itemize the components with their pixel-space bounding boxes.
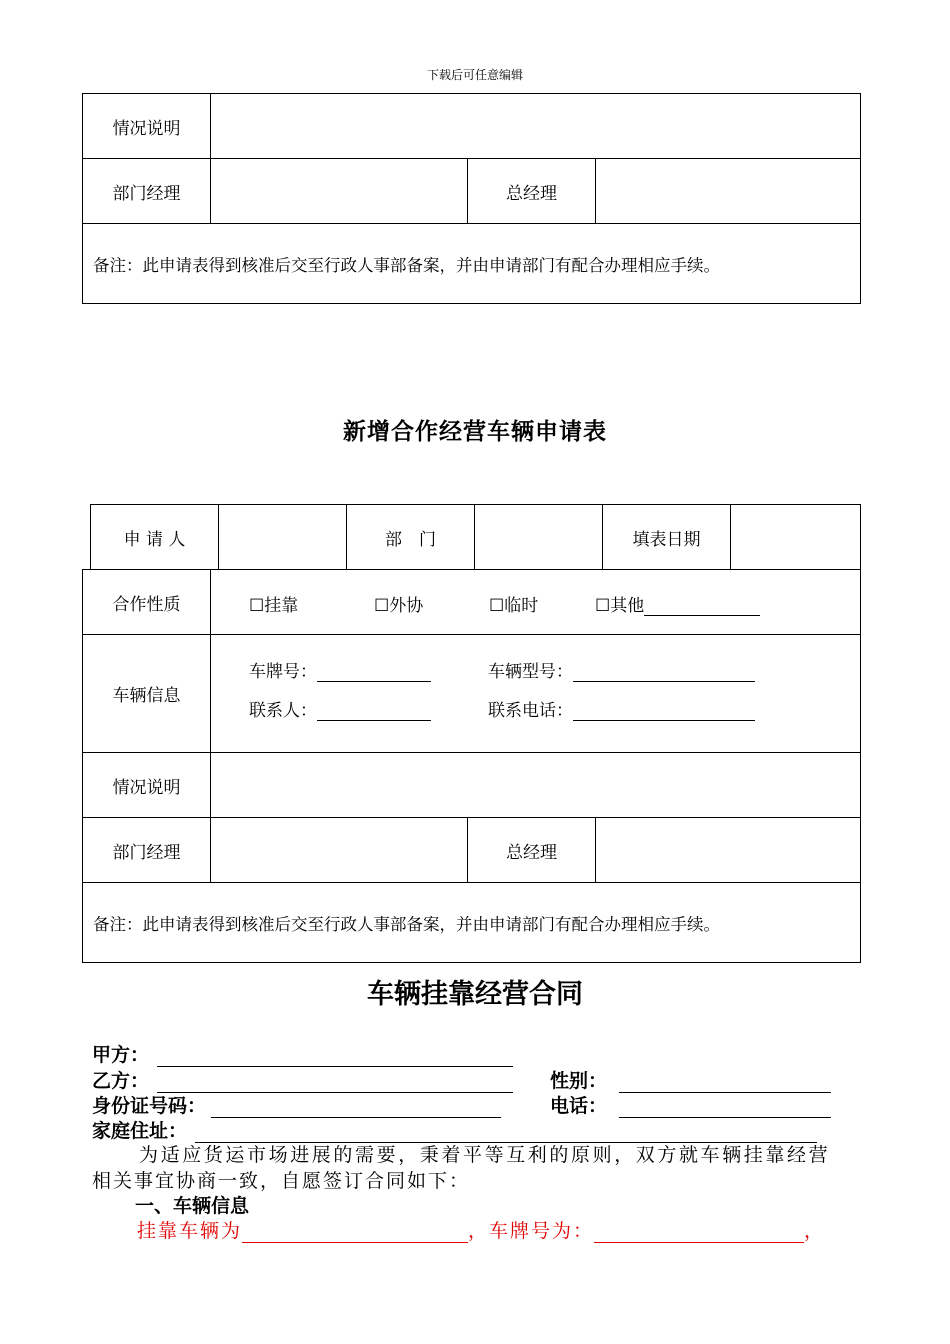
vehicle-line xyxy=(137,1216,825,1243)
contract-plate-blank[interactable] xyxy=(594,1224,804,1243)
contract-phone-row xyxy=(550,1091,831,1118)
header-note: 下载后可任意编辑 xyxy=(426,68,523,82)
plate-label: 车牌号： xyxy=(249,662,317,682)
vehicle-prefix: 挂靠车辆为 xyxy=(137,1220,243,1242)
general-manager-field-2[interactable] xyxy=(596,818,861,883)
form-main-header xyxy=(90,504,861,570)
cooperation-label: 合作性质 xyxy=(83,570,211,635)
option-other-label: ☐其他 xyxy=(595,596,645,616)
id-row xyxy=(92,1091,501,1118)
situation-label-2: 情况说明 xyxy=(83,753,211,818)
applicant-label: 申 请 人 xyxy=(91,505,219,570)
other-blank[interactable] xyxy=(644,597,760,616)
contact-blank[interactable] xyxy=(317,702,431,721)
form-top xyxy=(82,93,861,304)
contact-row xyxy=(249,696,431,721)
phone-blank[interactable] xyxy=(573,702,755,721)
option-linshi[interactable]: ☐临时 xyxy=(489,596,539,616)
contract-title: 车辆挂靠经营合同 xyxy=(367,979,583,1010)
fill-date-label: 填表日期 xyxy=(603,505,731,570)
department-field[interactable] xyxy=(475,505,603,570)
contract-phone-label: 电话： xyxy=(550,1095,608,1117)
applicant-field[interactable] xyxy=(219,505,347,570)
plate-blank[interactable] xyxy=(317,663,431,682)
dept-manager-field[interactable] xyxy=(211,159,468,224)
form-title: 新增合作经营车辆申请表 xyxy=(343,418,607,445)
party-a-row xyxy=(92,1040,513,1067)
situation-field-2[interactable] xyxy=(211,753,861,818)
party-b-row xyxy=(92,1066,513,1093)
vehicle-blank[interactable] xyxy=(242,1224,468,1243)
plate-prefix: ，车牌号为： xyxy=(468,1220,595,1242)
phone-label: 联系电话： xyxy=(488,701,573,721)
form-main xyxy=(82,569,861,963)
form-note-2: 备注：此申请表得到核准后交至行政人事部备案，并由申请部门有配合办理相应手续。 xyxy=(83,883,861,963)
section-1-heading: 一、车辆信息 xyxy=(135,1195,250,1217)
gender-row xyxy=(550,1066,831,1093)
address-label: 家庭住址： xyxy=(92,1120,188,1142)
fill-date-field[interactable] xyxy=(731,505,861,570)
form-note: 备注：此申请表得到核准后交至行政人事部备案，并由申请部门有配合办理相应手续。 xyxy=(83,224,861,304)
cooperation-options xyxy=(211,570,861,635)
option-waixie[interactable]: ☐外协 xyxy=(374,596,424,616)
general-manager-field[interactable] xyxy=(596,159,861,224)
plate-row xyxy=(249,657,431,682)
vehicle-info-label: 车辆信息 xyxy=(83,635,211,753)
dept-manager-field-2[interactable] xyxy=(211,818,468,883)
situation-label: 情况说明 xyxy=(83,94,211,159)
contact-label: 联系人： xyxy=(249,701,317,721)
vehicle-suffix: ， xyxy=(804,1220,826,1242)
situation-field[interactable] xyxy=(211,94,861,159)
model-row xyxy=(488,657,755,682)
party-a-label: 甲方： xyxy=(92,1044,150,1066)
option-other[interactable] xyxy=(595,591,760,616)
model-label: 车辆型号： xyxy=(488,662,573,682)
intro-line-2: 相关事宜协商一致，自愿签订合同如下： xyxy=(92,1170,471,1192)
intro-line-1: 为适应货运市场进展的需要，秉着平等互利的原则，双方就车辆挂靠经营 xyxy=(139,1144,831,1166)
vehicle-info-fields xyxy=(211,635,861,753)
party-a-blank[interactable] xyxy=(157,1048,513,1067)
option-guakao[interactable]: ☐挂靠 xyxy=(249,596,299,616)
dept-manager-label: 部门经理 xyxy=(83,159,211,224)
party-b-label: 乙方： xyxy=(92,1070,150,1092)
general-manager-label-2: 总经理 xyxy=(468,818,596,883)
general-manager-label: 总经理 xyxy=(468,159,596,224)
id-label: 身份证号码： xyxy=(92,1095,207,1117)
phone-row xyxy=(488,696,755,721)
address-row xyxy=(92,1116,817,1143)
gender-label: 性别： xyxy=(550,1070,608,1092)
model-blank[interactable] xyxy=(573,663,755,682)
department-label: 部 门 xyxy=(347,505,475,570)
dept-manager-label-2: 部门经理 xyxy=(83,818,211,883)
